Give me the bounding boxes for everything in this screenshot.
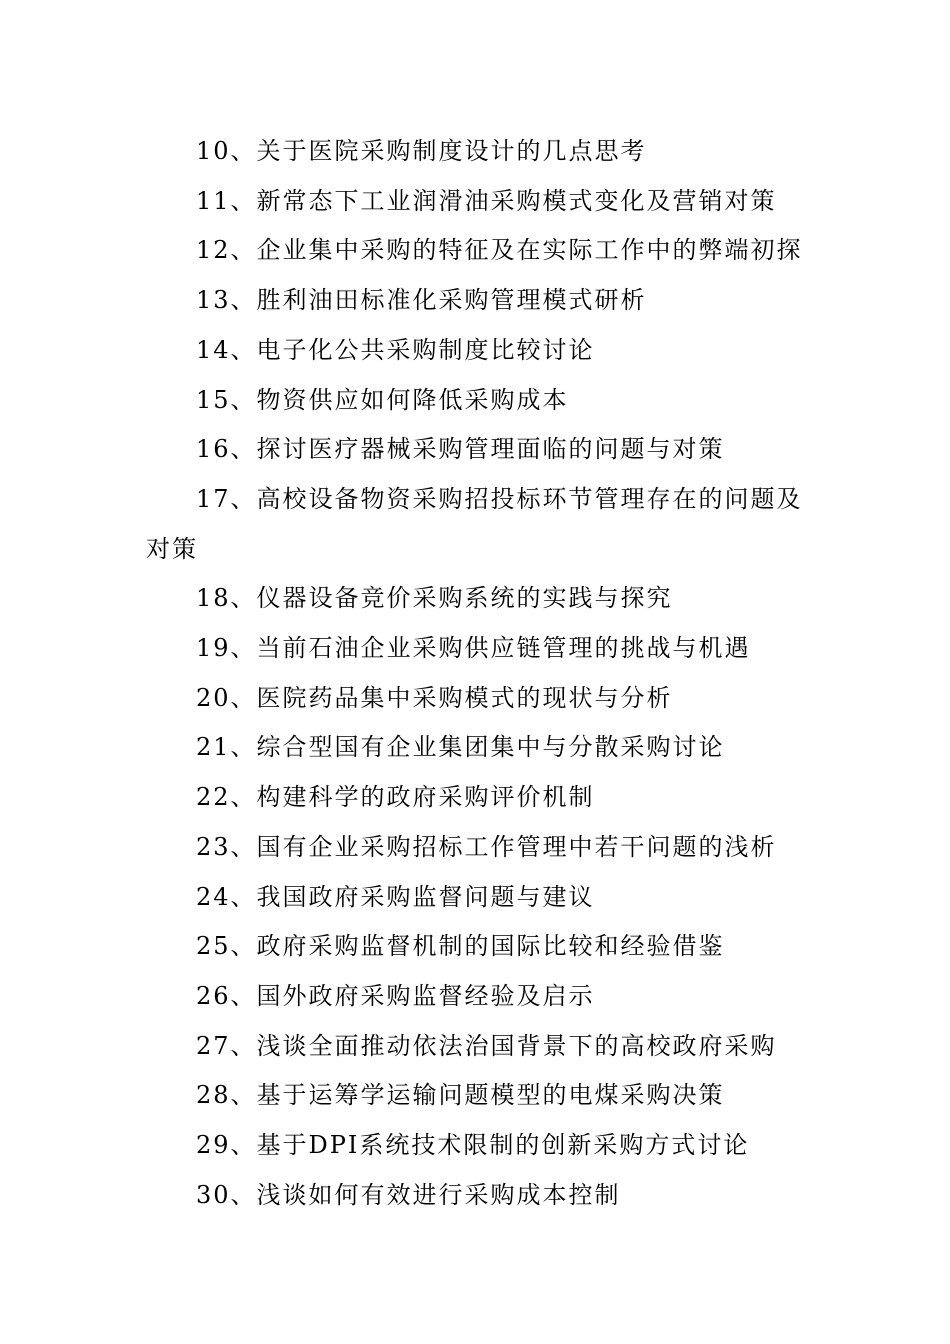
list-item: 27、浅谈全面推动依法治国背景下的高校政府采购: [196, 1031, 777, 1060]
list-item: 23、国有企业采购招标工作管理中若干问题的浅析: [196, 832, 777, 861]
list-item: 28、基于运筹学运输问题模型的电煤采购决策: [196, 1081, 725, 1110]
list-item: 25、政府采购监督机制的国际比较和经验借鉴: [196, 932, 725, 961]
list-item: 12、企业集中采购的特征及在实际工作中的弊端初探: [196, 236, 803, 265]
list-item: 21、综合型国有企业集团集中与分散采购讨论: [196, 733, 725, 762]
list-item: 16、探讨医疗器械采购管理面临的问题与对策: [196, 435, 725, 464]
list-item: 11、新常态下工业润滑油采购模式变化及营销对策: [196, 186, 777, 215]
list-item: 18、仪器设备竞价采购系统的实践与探究: [196, 584, 673, 613]
list-item: 10、关于医院采购制度设计的几点思考: [196, 137, 647, 165]
list-item: 26、国外政府采购监督经验及启示: [196, 981, 595, 1010]
list-item: 17、高校设备物资采购招投标环节管理存在的问题及对策: [146, 484, 803, 563]
topic-list: [146, 127, 806, 1220]
list-item: 15、物资供应如何降低采购成本: [196, 385, 569, 414]
list-item: 29、基于DPI系统技术限制的创新采购方式讨论: [196, 1131, 750, 1160]
list-item: 13、胜利油田标准化采购管理模式研析: [196, 286, 647, 315]
list-item: 22、构建科学的政府采购评价机制: [196, 783, 595, 812]
list-item: 14、电子化公共采购制度比较讨论: [196, 335, 595, 364]
list-item: 24、我国政府采购监督问题与建议: [196, 882, 595, 911]
list-item: 19、当前石油企业采购供应链管理的挑战与机遇: [196, 634, 751, 663]
list-item: 30、浅谈如何有效进行采购成本控制: [196, 1180, 621, 1209]
list-item: 20、医院药品集中采购模式的现状与分析: [196, 683, 673, 712]
